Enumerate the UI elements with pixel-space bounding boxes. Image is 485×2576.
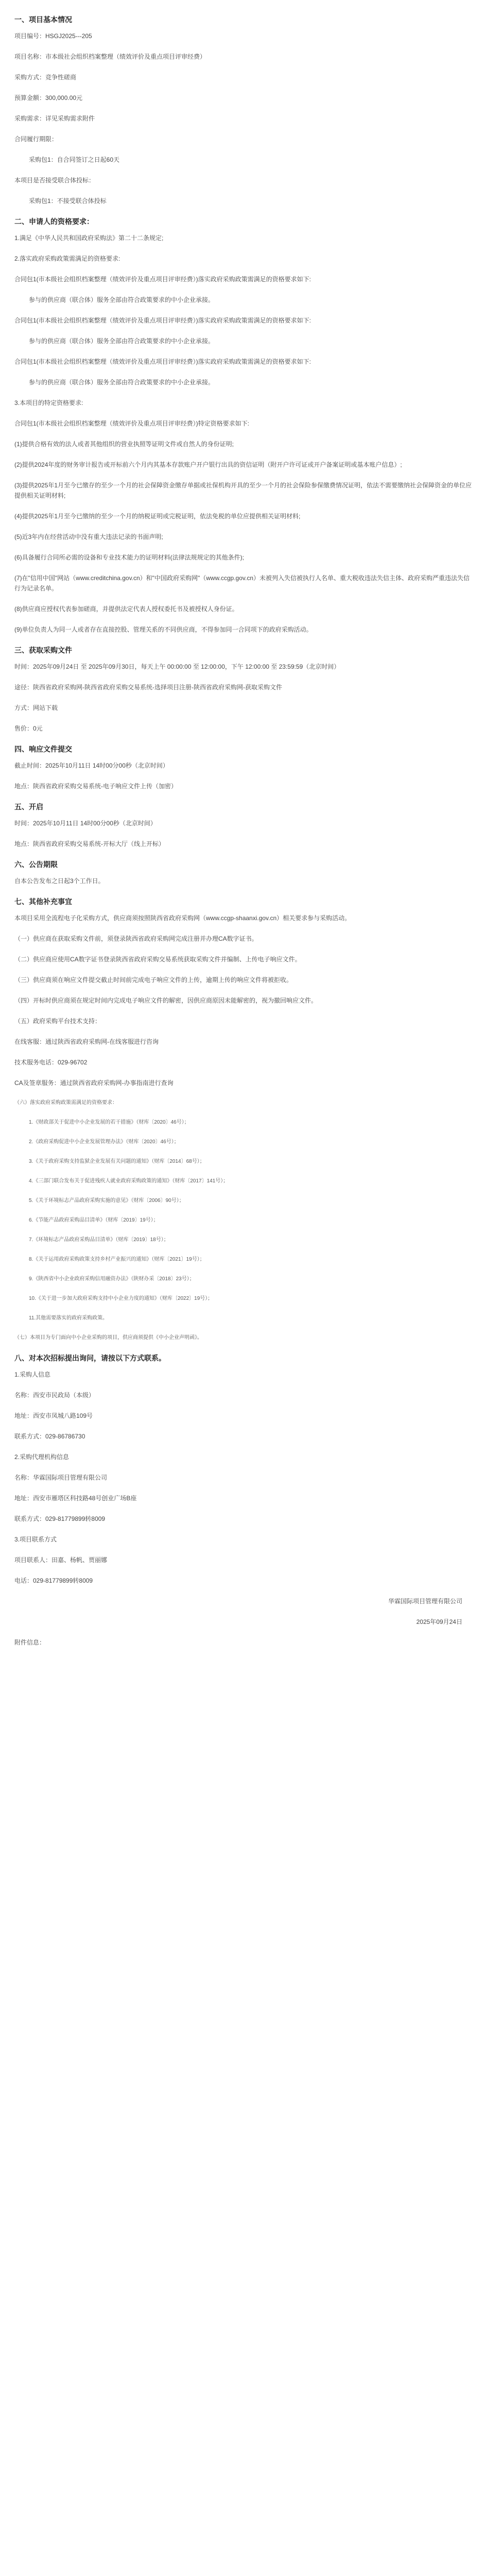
- project-contact-phone: 电话：029-81779899转8009: [14, 1577, 93, 1584]
- procurement-requirement: 采购需求：详见采购需求附件: [14, 115, 95, 122]
- policy-line: 8.《关于运用政府采购政策支持乡村产业振兴的通知》（财库〔2021〕19号）；: [29, 1257, 205, 1262]
- purchaser-contact: 联系方式：029-86786730: [14, 1433, 85, 1440]
- agency-name: 名称：华霖国际项目管理有限公司: [14, 1474, 108, 1481]
- policy-line: 2.《政府采购促进中小企业发展管理办法》（财库〔2020〕46号）；: [29, 1139, 179, 1145]
- agency-heading: 2.采购代理机构信息: [14, 1453, 70, 1461]
- purchaser-name: 名称：西安市民政局（本级）: [14, 1392, 95, 1399]
- online-service: 在线客服：通过陕西省政府采购网-在线客服进行咨询: [14, 1038, 159, 1045]
- policy-line: 6.《节能产品政府采购品目清单》（财库〔2019〕19号）；: [29, 1217, 159, 1223]
- policy-line: （七）本项目为专门面向中小企业采购的项目，供应商须提供《中小企业声明函》。: [14, 1335, 202, 1341]
- consortium-package: 采购包1：不接受联合体投标: [29, 197, 107, 205]
- section-title-opening: 五、开启: [14, 803, 43, 811]
- policy-line: 7.《环境标志产品政府采购品目清单》（财库〔2019〕18号）；: [29, 1237, 169, 1243]
- procurement-method: 采购方式：竞争性磋商: [14, 74, 77, 81]
- policy-line: 11.其他需要落实的政府采购政策。: [29, 1315, 108, 1321]
- section-title-submission: 四、响应文件提交: [14, 745, 72, 753]
- attachment-label: 附件信息：: [14, 1639, 46, 1646]
- purchaser-heading: 1.采购人信息: [14, 1371, 51, 1378]
- contract-period-label: 合同履行期限：: [14, 135, 58, 143]
- other-line: （五）政府采购平台技术支持：: [14, 1018, 101, 1025]
- opening-location: 地点：陕西省政府采购交易系统-开标大厅（线上开标）: [14, 840, 165, 848]
- documents-price: 售价：0元: [14, 725, 43, 732]
- qualification-line: 参与的供应商（联合体）服务全部由符合政策要求的中小企业承接。: [29, 379, 215, 386]
- qualification-line: (5)近3年内在经营活动中没有重大违法记录的书面声明;: [14, 533, 163, 540]
- agency-contact: 联系方式：029-81779899转8009: [14, 1515, 106, 1522]
- other-line: （二）供应商应使用CA数字证书登录陕西省政府采购交易系统获取采购文件并编制、上传电子响应文件。: [14, 956, 301, 963]
- qualification-line: 3.本项目的特定资格要求:: [14, 399, 83, 406]
- contract-period-package: 采购包1：自合同签订之日起60天: [29, 156, 120, 163]
- qualification-line: 合同包1(市本级社会组织档案整理（绩效评价及重点项目评审经费）)特定资格要求如下:: [14, 420, 250, 427]
- section-title-contact: 八、对本次招标提出询问，请按以下方式联系。: [14, 1354, 166, 1362]
- section-title-documents: 三、获取采购文件: [14, 646, 72, 654]
- qualification-line: (3)提供2025年1月至今已缴存的至少一个月的社会保障资金缴存单据或社保机构开具的至少一个月的社会保险参保缴费情况证明，依法不需要缴纳社会保障资金的单位应提供相关证明材料;: [14, 482, 472, 499]
- qualification-line: 2.落实政府采购政策需满足的资格要求:: [14, 255, 120, 262]
- policy-line: 3.《关于政府采购支持监狱企业发展有关问题的通知》（财库〔2014〕68号）；: [29, 1159, 205, 1164]
- signature-date: 2025年09月24日: [416, 1618, 462, 1625]
- qualification-line: (1)提供合格有效的法人或者其他组织的营业执照等证明文件或自然人的身份证明;: [14, 440, 234, 448]
- qualification-line: 合同包1(市本级社会组织档案整理（绩效评价及重点项目评审经费）)落实政府采购政策需满足的资格要求如下:: [14, 317, 311, 324]
- project-contact-person: 项目联系人：田嘉、杨帆、贾丽娜: [14, 1556, 108, 1564]
- section-title-basic: 一、项目基本情况: [14, 15, 72, 24]
- signature-org: 华霖国际项目管理有限公司: [388, 1598, 462, 1605]
- section-title-other: 七、其他补充事宜: [14, 897, 72, 906]
- qualification-line: (8)供应商应授权代表参加磋商，并提供法定代表人授权委托书及被授权人身份证。: [14, 605, 238, 613]
- qualification-line: 合同包1(市本级社会组织档案整理（绩效评价及重点项目评审经费）)落实政府采购政策需满足的资格要求如下:: [14, 276, 311, 283]
- opening-time: 时间：2025年10月11日 14时00分00秒（北京时间）: [14, 820, 157, 827]
- submission-location: 地点：陕西省政府采购交易系统-电子响应文件上传（加密）: [14, 783, 177, 790]
- policy-line: 9.《陕西省中小企业政府采购信用融资办法》（陕财办采〔2018〕23号）；: [29, 1276, 195, 1282]
- budget-amount: 预算金额：300,000.00元: [14, 94, 83, 101]
- qualification-line: (7)在"信用中国"网站（www.creditchina.gov.cn）和"中国政府采购网"（www.ccgp.gov.cn）未被列入失信被执行人名单、重大税收违法失信主体、政府采购严重违法失信行为记录名单。: [14, 574, 470, 592]
- qualification-line: 1.满足《中华人民共和国政府采购法》第二十二条规定;: [14, 234, 164, 242]
- section-title-notice-period: 六、公告期限: [14, 860, 58, 869]
- qualification-line: 参与的供应商（联合体）服务全部由符合政策要求的中小企业承接。: [29, 296, 215, 303]
- documents-method: 方式：网站下载: [14, 704, 58, 711]
- purchaser-address: 地址：西安市凤城八路109号: [14, 1412, 93, 1419]
- qualification-line: (4)提供2025年1月至今已缴纳的至少一个月的纳税证明或完税证明，依法免税的单位应提供相关证明材料;: [14, 513, 301, 520]
- project-name: 项目名称：市本级社会组织档案整理（绩效评价及重点项目评审经费）: [14, 53, 206, 60]
- other-line: （一）供应商在获取采购文件前，须登录陕西省政府采购网完成注册并办理CA数字证书。: [14, 935, 258, 942]
- policy-line: 4.《三部门联合发布关于促进残疾人就业政府采购政策的通知》（财库〔2017〕141号）；: [29, 1178, 229, 1184]
- documents-channel: 途径：陕西省政府采购网-陕西省政府采购交易系统-选择项目注册-陕西省政府采购网-获取采购文件: [14, 684, 282, 691]
- documents-time: 时间：2025年09月24日 至 2025年09月30日，每天上午 00:00:00 至 12:00:00，下午 12:00:00 至 23:59:59（北京时间）: [14, 663, 340, 670]
- agency-address: 地址：西安市雁塔区科技路48号创业广场B座: [14, 1495, 137, 1502]
- other-line: （三）供应商须在响应文件提交截止时间前完成电子响应文件的上传，逾期上传的响应文件将被拒收。: [14, 976, 293, 984]
- tech-phone: 技术服务电话：029-96702: [14, 1059, 88, 1066]
- qualification-line: (6)具备履行合同所必需的设备和专业技术能力的证明材料(法律法规规定的其他条件);: [14, 554, 244, 561]
- submission-deadline: 截止时间：2025年10月11日 14时00分00秒（北京时间）: [14, 762, 169, 769]
- qualification-line: (2)提供2024年度的财务审计报告或开标前六个月内其基本存款账户开户银行出具的资信证明（附开户许可证或开户备案证明或基本账户信息）;: [14, 461, 402, 468]
- policy-line: 5.《关于环境标志产品政府采购实施的意见》（财库〔2006〕90号）；: [29, 1198, 184, 1204]
- notice-period: 自本公告发布之日起3个工作日。: [14, 877, 105, 885]
- qualification-line: 合同包1(市本级社会组织档案整理（绩效评价及重点项目评审经费）)落实政府采购政策需满足的资格要求如下:: [14, 358, 311, 365]
- policy-line: 1.《财政部关于促进中小企业发展的若干措施》（财库〔2020〕46号）；: [29, 1120, 189, 1125]
- other-line: （四）开标时供应商须在规定时间内完成电子响应文件的解密，因供应商原因未能解密的，视为撤回响应文件。: [14, 997, 318, 1004]
- policy-line: （六）落实政府采购政策需满足的资格要求：: [14, 1100, 117, 1106]
- ca-service: CA及签章服务：通过陕西省政府采购网-办事指南进行查询: [14, 1079, 174, 1087]
- qualification-line: 参与的供应商（联合体）服务全部由符合政策要求的中小企业承接。: [29, 337, 215, 345]
- policy-line: 10.《关于进一步加大政府采购支持中小企业力度的通知》（财库〔2022〕19号）；: [29, 1296, 213, 1301]
- qualification-line: (9)单位负责人为同一人或者存在直接控股、管理关系的不同供应商，不得参加同一合同项下的政府采购活动。: [14, 626, 313, 633]
- section-title-qualification: 二、申请人的资格要求：: [14, 217, 94, 226]
- consortium-label: 本项目是否接受联合体投标：: [14, 177, 95, 184]
- project-number: 项目编号：HSGJ2025---205: [14, 32, 92, 40]
- project-contact-heading: 3.项目联系方式: [14, 1536, 57, 1543]
- other-line: 本项目采用全流程电子化采购方式，供应商须按照陕西省政府采购网（www.ccgp-shaanxi.gov.cn）相关要求参与采购活动。: [14, 914, 351, 922]
